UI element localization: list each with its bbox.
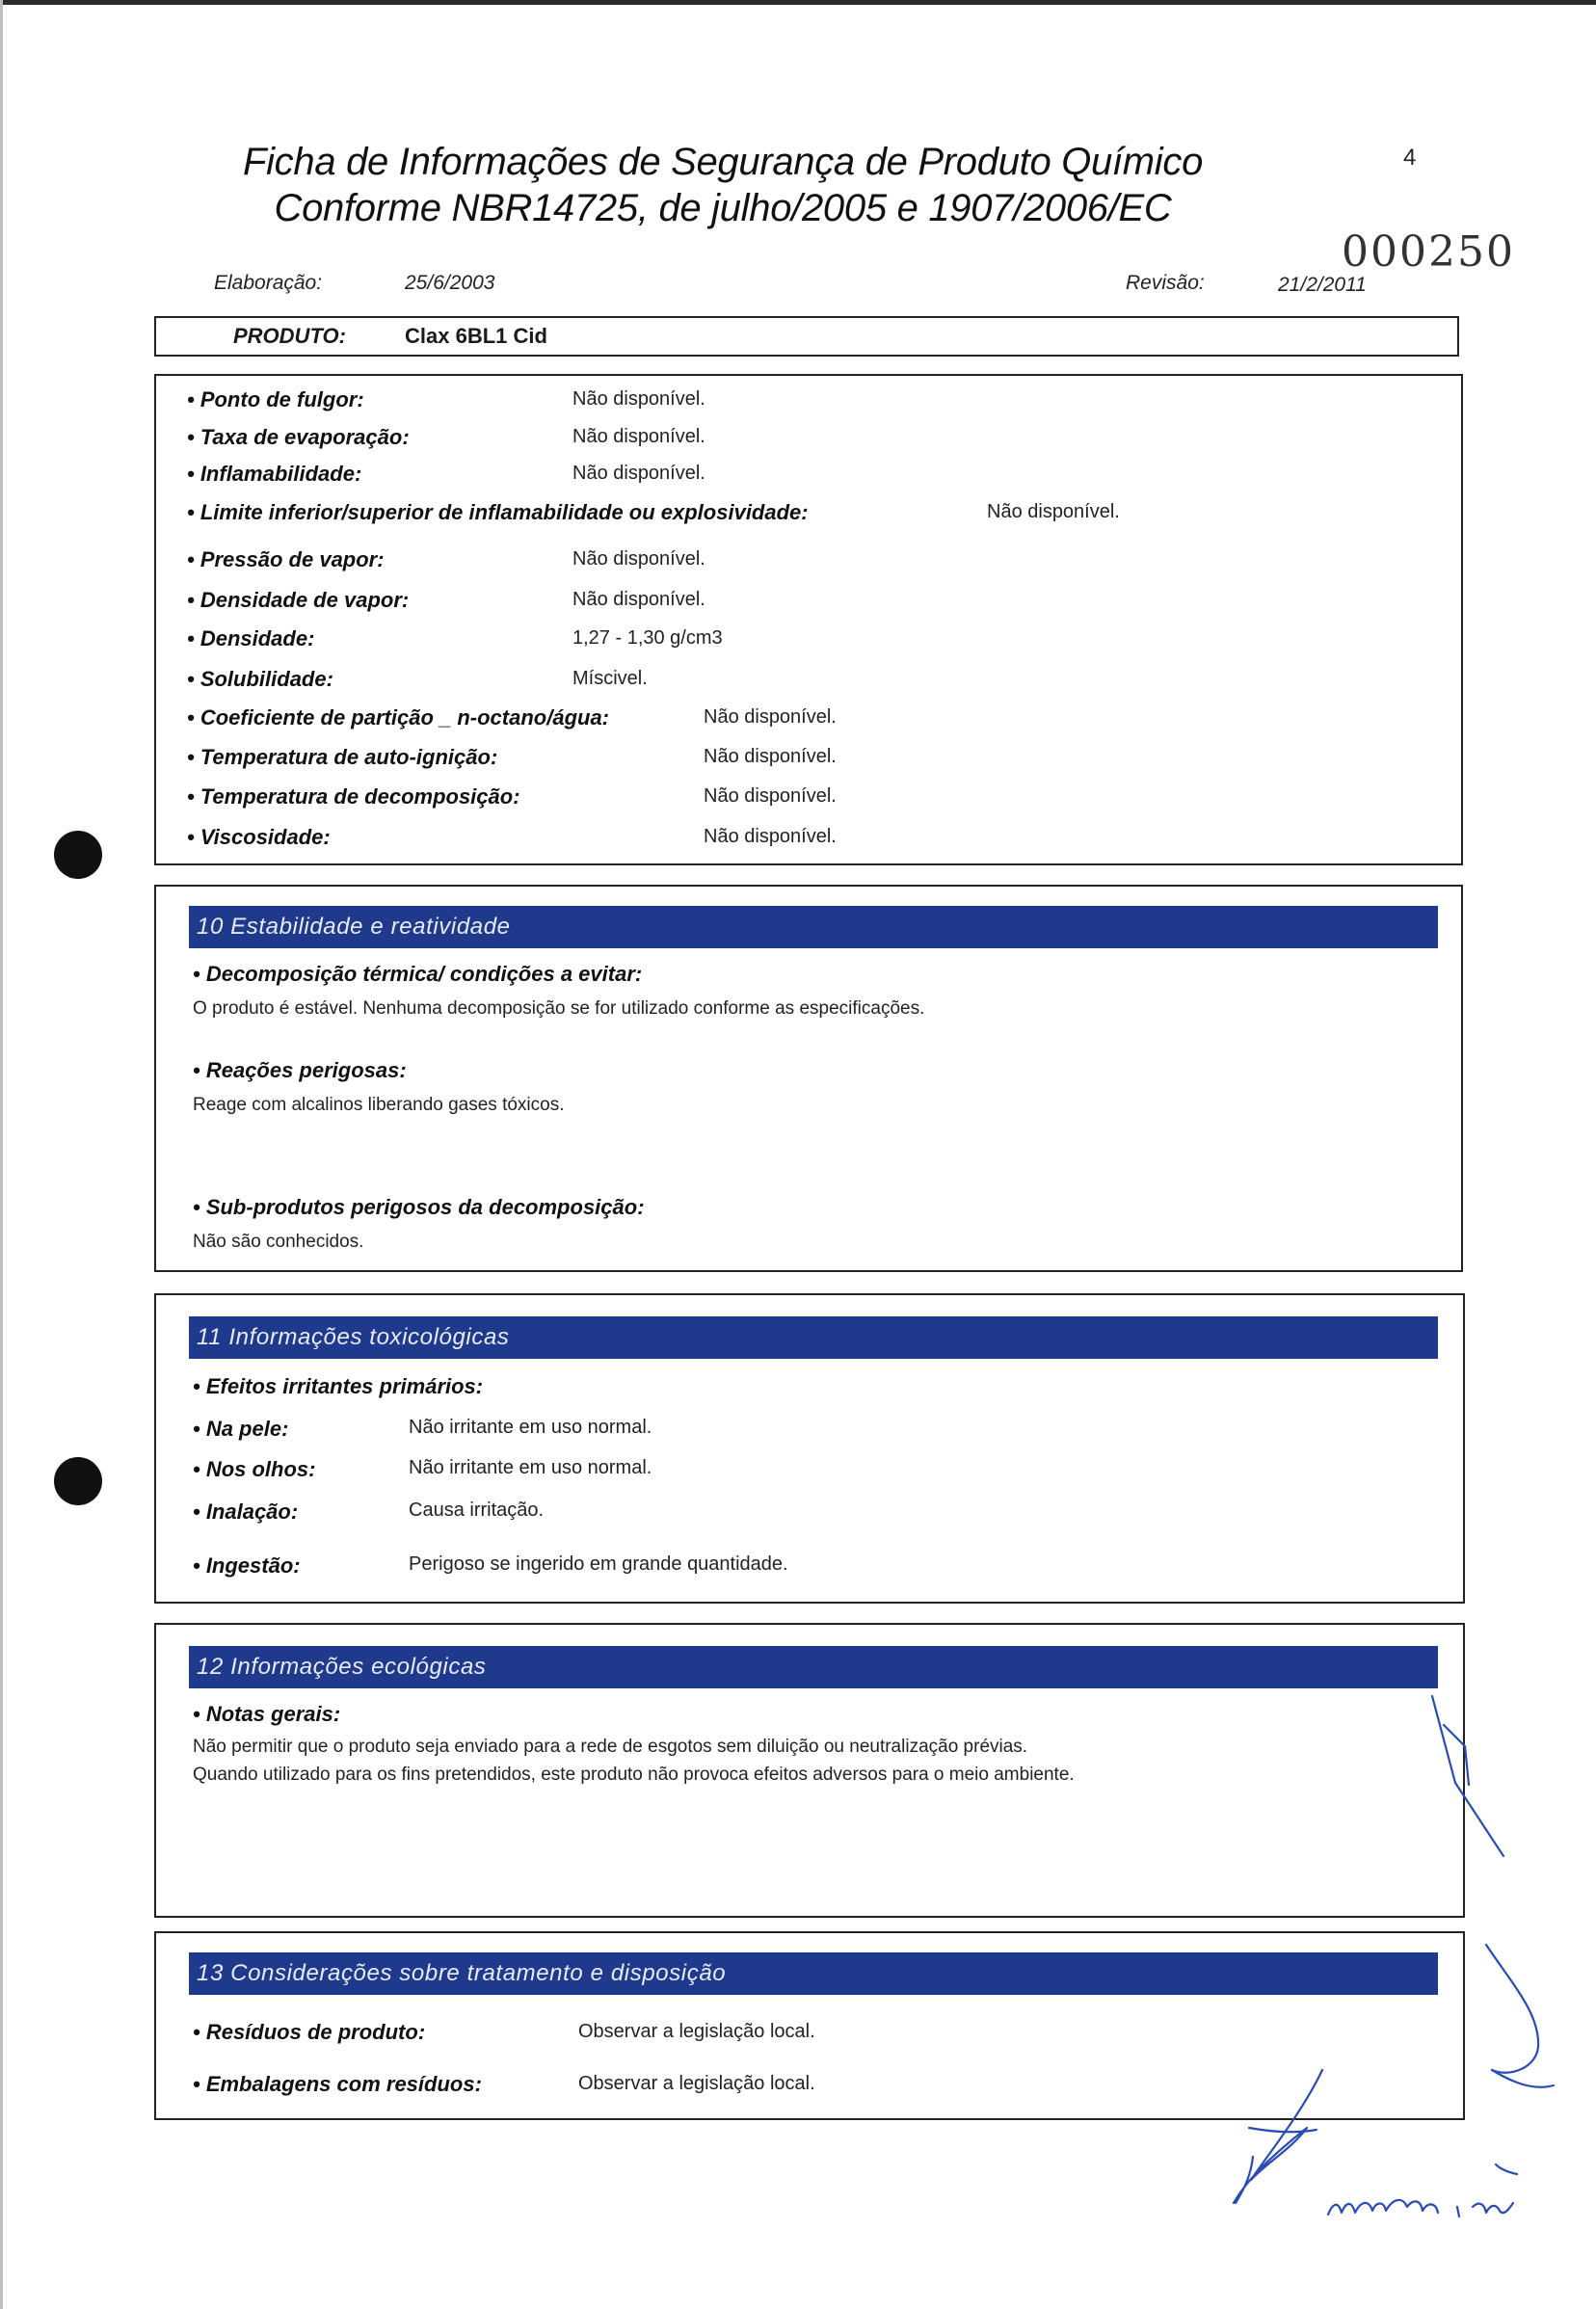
property-value: Não disponível. bbox=[704, 706, 837, 728]
section-11-intro: • Efeitos irritantes primários: bbox=[193, 1374, 484, 1398]
property-value: Não disponível. bbox=[987, 501, 1120, 522]
section-13-item-label: • Embalagens com resíduos: bbox=[193, 2072, 482, 2096]
section-12-box bbox=[154, 1623, 1465, 1918]
punch-hole-top bbox=[54, 831, 102, 879]
section-11-item-value: Causa irritação. bbox=[409, 1500, 545, 1521]
property-label: • Taxa de evaporação: bbox=[187, 425, 410, 449]
section-12-text-line: Não permitir que o produto seja enviado para a rede de esgotos sem diluição ou neutralização prévias. bbox=[193, 1737, 1028, 1757]
section-11-item-value: Perigoso se ingerido em grande quantidade. bbox=[409, 1553, 788, 1575]
revisao-label: Revisão: bbox=[1126, 272, 1205, 294]
property-label: • Pressão de vapor: bbox=[187, 547, 385, 571]
page-top-edge bbox=[0, 0, 1596, 5]
elaboracao-date: 25/6/2003 bbox=[405, 272, 495, 294]
section-10-item-text: O produto é estável. Nenhuma decomposição se for utilizado conforme as especificações. bbox=[193, 998, 925, 1019]
property-label: • Temperatura de auto-ignição: bbox=[187, 745, 498, 769]
section-11-item-value: Não irritante em uso normal. bbox=[409, 1457, 652, 1478]
section-12-label: • Notas gerais: bbox=[193, 1702, 341, 1726]
property-label: • Temperatura de decomposição: bbox=[187, 784, 520, 809]
property-label: • Ponto de fulgor: bbox=[187, 387, 364, 411]
document-title-line1: Ficha de Informações de Segurança de Produto Químico bbox=[242, 141, 1204, 183]
section-13-item-value: Observar a legislação local. bbox=[578, 2021, 815, 2042]
section-11-item-label: • Ingestão: bbox=[193, 1553, 301, 1578]
section-11-box bbox=[154, 1293, 1465, 1604]
property-value: Não disponível. bbox=[704, 746, 837, 767]
section-13-item-value: Observar a legislação local. bbox=[578, 2073, 815, 2094]
section-13-box bbox=[154, 1931, 1465, 2120]
section-10-item-text: Reage com alcalinos liberando gases tóxicos. bbox=[193, 1095, 565, 1115]
section-11-item-label: • Na pele: bbox=[193, 1417, 289, 1441]
section-10-box bbox=[154, 885, 1463, 1272]
property-value: Não disponível. bbox=[704, 785, 837, 807]
section-10-item-label: • Reações perigosas: bbox=[193, 1058, 407, 1082]
property-label: • Coeficiente de partição _ n-octano/água: bbox=[187, 705, 610, 730]
section-11-item-value: Não irritante em uso normal. bbox=[409, 1417, 652, 1438]
section-12-header: 12 Informações ecológicas bbox=[189, 1646, 1438, 1688]
property-label: • Viscosidade: bbox=[187, 825, 331, 849]
physical-properties-box bbox=[154, 374, 1463, 865]
section-11-item-label: • Inalação: bbox=[193, 1500, 299, 1524]
punch-hole-bottom bbox=[54, 1457, 102, 1505]
property-value: Não disponível. bbox=[572, 548, 705, 570]
product-box bbox=[154, 316, 1459, 357]
section-13-item-label: • Resíduos de produto: bbox=[193, 2020, 426, 2044]
section-10-item-label: • Sub-produtos perigosos da decomposição: bbox=[193, 1195, 645, 1219]
property-label: • Inflamabilidade: bbox=[187, 462, 362, 486]
section-11-item-label: • Nos olhos: bbox=[193, 1457, 316, 1481]
property-value: 1,27 - 1,30 g/cm3 bbox=[572, 627, 723, 649]
product-name: Clax 6BL1 Cid bbox=[405, 324, 547, 348]
property-value: Não disponível. bbox=[572, 426, 705, 447]
section-10-item-label: • Decomposição térmica/ condições a evitar: bbox=[193, 962, 643, 986]
elaboracao-label: Elaboração: bbox=[214, 272, 323, 294]
property-value: Não disponível. bbox=[572, 463, 705, 484]
property-value: Não disponível. bbox=[704, 826, 837, 847]
page-left-edge bbox=[0, 0, 3, 2309]
property-label: • Densidade: bbox=[187, 626, 315, 650]
section-10-item-text: Não são conhecidos. bbox=[193, 1232, 364, 1252]
property-label: • Densidade de vapor: bbox=[187, 588, 410, 612]
property-value: Não disponível. bbox=[572, 589, 705, 610]
document-title-line2: Conforme NBR14725, de julho/2005 e 1907/2006/EC bbox=[274, 187, 1172, 229]
revisao-date: 21/2/2011 bbox=[1278, 274, 1367, 296]
section-10-header: 10 Estabilidade e reatividade bbox=[189, 906, 1438, 948]
section-13-header: 13 Considerações sobre tratamento e disposição bbox=[189, 1952, 1438, 1995]
section-12-text-line: Quando utilizado para os fins pretendidos, este produto não provoca efeitos adversos para o meio ambiente. bbox=[193, 1765, 1075, 1785]
product-label: PRODUTO: bbox=[233, 324, 346, 348]
property-value: Não disponível. bbox=[572, 388, 705, 410]
document-stamp-number: 000250 bbox=[1342, 227, 1515, 277]
section-11-header: 11 Informações toxicológicas bbox=[189, 1316, 1438, 1359]
property-label: • Solubilidade: bbox=[187, 667, 333, 691]
page-number: 4 bbox=[1403, 145, 1417, 171]
property-value: Míscivel. bbox=[572, 668, 648, 689]
property-label: • Limite inferior/superior de inflamabilidade ou explosividade: bbox=[187, 500, 809, 524]
